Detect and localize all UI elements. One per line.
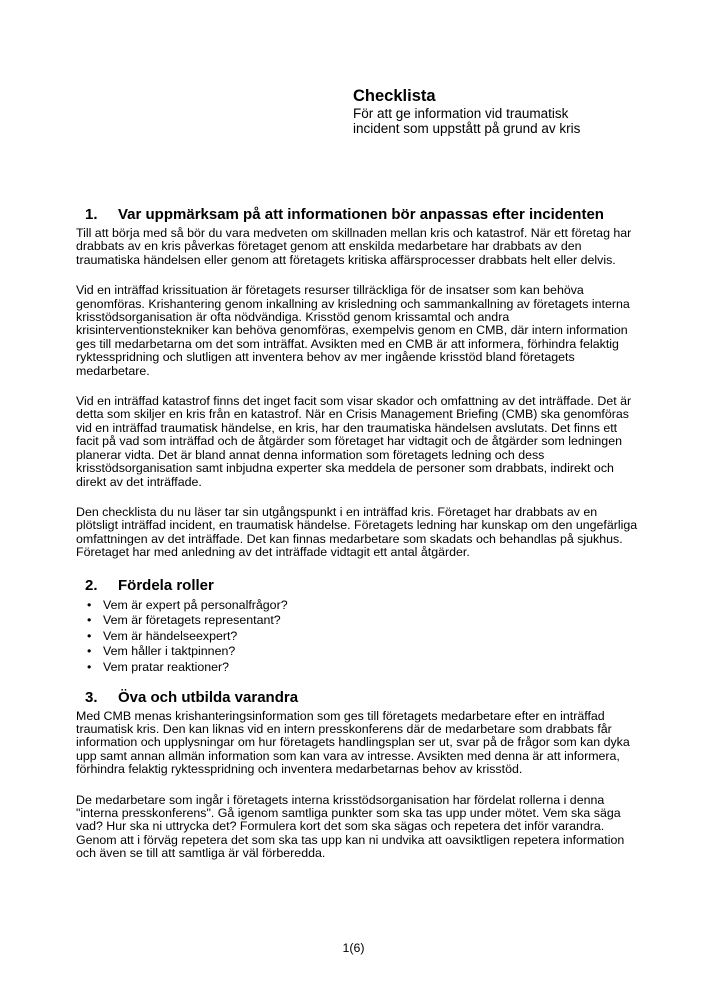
section-1-paragraph-3: Vid en inträffad katastrof finns det inget facit som visar skador och omfattning av det inträffade. Det är detta som skiljer en kris från en katastrof. När en Crisis Management Briefing (CMB) ska genomföras vid en inträffad traumatisk händelse, en kris, har den traumatiska händelsen avslutats. Det finns ett facit på vad som inträffad och de åtgärder som företaget har vidtagit och de åtgärder som ledningen planerar vidta. Det är bland annat denna information som företagets ledning och dess krisstödsorganisation samt inbjudna experter ska meddela de personer som drabbats, indirekt och direkt av det inträffade. — [76, 394, 632, 489]
section-3-number: 3. — [85, 688, 98, 706]
bullet-text: • Vem är expert på personalfrågor? — [103, 597, 288, 612]
roles-bullet-list — [76, 598, 638, 676]
page-number: 1(6) — [342, 941, 365, 955]
bullet-text: • Vem håller i taktpinnen? — [103, 644, 236, 659]
section-1-heading — [76, 206, 638, 223]
section-1-paragraph-2: Vid en inträffad krissituation är företagets resurser tillräckliga för de insatser som kan behöva genomföras. Krishantering genom inkallning av krisledning och sammankallning av företagets interna krisstödsorganisation är ofta nödvändiga. Krisstöd genom krissamtal och andra krisinterventionstekniker kan behöva genomföras, exempelvis genom en CMB, där intern information ges till medarbetarna om det som inträffat. Avsikten med en CMB är att informera, förhindra felaktig ryktesspridning och slutligen att inventera behov av mer ingående krisstöd bland företagets medarbetare. — [76, 283, 630, 378]
list-item — [76, 644, 638, 660]
section-2-heading — [76, 577, 638, 594]
document-body — [76, 206, 638, 878]
section-1-number: 1. — [85, 206, 98, 223]
bullet-text: • Vem är händelseexpert? — [103, 628, 238, 643]
page-footer — [0, 941, 707, 955]
section-1-paragraph-4: Den checklista du nu läser tar sin utgångspunkt i en inträffad kris. Företaget har drabbats av en plötsligt inträffad incident, en traumatisk händelse. Företagets ledning har kunskap om den ungefärliga omfattningen av det inträffade. Det kan finnas medarbetare som skadats och behandlas på sjukhus. Företaget har med anledning av det inträffade vidtagit ett antal åtgärder. — [76, 504, 638, 560]
list-item — [76, 660, 638, 676]
section-3-paragraph-1: Med CMB menas krishanteringsinformation som ges till företagets medarbetare efter en inträffad traumatisk kris. Den kan liknas vid en intern presskonferens där de medarbetare som drabbats får information och upplysningar om hur företagets handlingsplan ser ut, svar på de frågor som kan dyka upp samt annan allmän information som kan vara av intresse. Avsikten med denna är att informera, förhindra felaktig ryktesspridning och inventera medarbetarnas behov av krisstöd. — [76, 708, 630, 777]
bullet-text: • Vem är företagets representant? — [103, 613, 281, 628]
section-3-heading — [76, 689, 638, 706]
section-1-heading-text: Var uppmärksam på att informationen bör anpassas efter incidenten — [118, 206, 604, 223]
document-subtitle-line-1: För att ge information vid traumatisk — [353, 106, 569, 121]
list-item — [76, 613, 638, 629]
section-2-heading-text: Fördela roller — [118, 576, 214, 594]
section-2 — [76, 577, 638, 676]
bullet-text: • Vem pratar reaktioner? — [103, 659, 230, 674]
document-title: Checklista — [353, 87, 436, 105]
document-subtitle-line-2: incident som uppstått på grund av kris — [353, 121, 581, 136]
section-3-heading-text: Öva och utbilda varandra — [118, 688, 299, 706]
section-1-paragraph-1: Till att börja med så bör du vara medveten om skillnaden mellan kris och katastrof. När ett företag har drabbats av en kris påverkas företaget genom att enskilda medarbetare har drabbats av den traumatiska händelsen eller genom att företagets kritiska affärsprocesser drabbats helt eller delvis. — [76, 226, 632, 267]
section-3-paragraph-2: De medarbetare som ingår i företagets interna krisstödsorganisation har fördelat rollerna i denna "interna presskonferens". Gå igenom samtliga punkter som ska tas upp under mötet. Vem ska säga vad? Hur ska ni uttrycka det? Formulera kort det som ska sägas och repetera det inför varandra. Genom att i förväg repetera det som ska tas upp kan ni undvika att oavsiktligen repetera information och även se till att samtliga är väl förberedda. — [76, 792, 625, 861]
section-2-number: 2. — [85, 576, 98, 594]
list-item — [76, 598, 638, 614]
section-1 — [76, 206, 638, 560]
document-header — [353, 86, 683, 136]
list-item — [76, 629, 638, 645]
section-3 — [76, 689, 638, 861]
